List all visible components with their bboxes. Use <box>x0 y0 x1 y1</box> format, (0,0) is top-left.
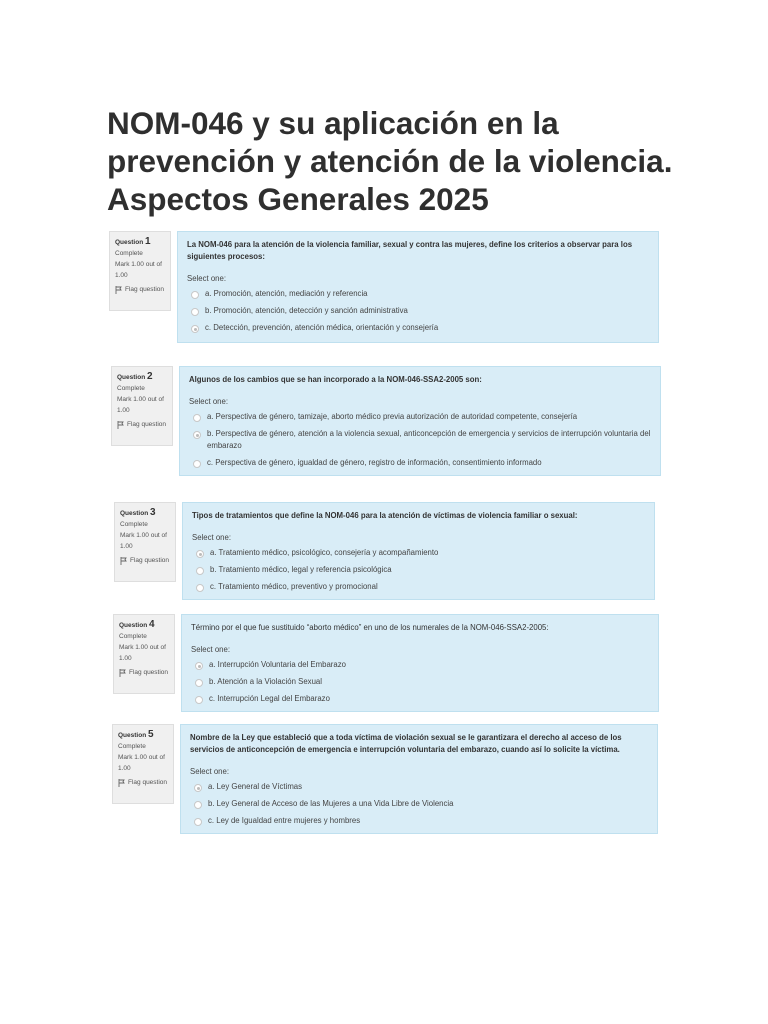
radio-button[interactable] <box>194 801 202 809</box>
question-content <box>179 366 661 476</box>
question-number: Question 2 <box>117 371 153 382</box>
radio-button[interactable] <box>191 291 199 299</box>
select-one-prompt: Select one: <box>192 533 232 542</box>
question-content <box>180 724 658 834</box>
answer-option[interactable]: c. Tratamiento médico, preventivo y promocional <box>192 581 646 593</box>
answer-option[interactable]: b. Perspectiva de género, atención a la violencia sexual, anticoncepción de emergencia y servicios de interrupción voluntaria del embarazo <box>189 428 652 452</box>
answer-option[interactable]: c. Perspectiva de género, igualdad de género, registro de información, consentimiento informado <box>189 457 652 469</box>
flag-question-button[interactable]: Flag question <box>118 777 173 788</box>
flag-icon <box>117 421 124 429</box>
question-text: Nombre de la Ley que estableció que a toda víctima de violación sexual se le garantizara el derecho al acceso de los servicios de anticoncepción de emergencia e interrupción voluntaria del embarazo, cuando así lo solicite la víctima. <box>190 733 622 754</box>
flag-question-button[interactable]: Flag question <box>117 419 172 430</box>
radio-button[interactable] <box>193 414 201 422</box>
question-text: La NOM-046 para la atención de la violencia familiar, sexual y contra las mujeres, define los criterios a observar para los siguientes procesos: <box>187 240 633 261</box>
select-one-prompt: Select one: <box>187 274 227 283</box>
flag-question-button[interactable]: Flag question <box>120 555 175 566</box>
question-mark: Mark 1.00 out of 1.00 <box>115 261 162 279</box>
question-content <box>182 502 655 600</box>
flag-icon <box>118 779 125 787</box>
question-text: Término por el que fue sustituido “aborto médico” en uno de los numerales de la NOM-046-SSA2-2005: <box>191 623 549 632</box>
question-4 <box>113 614 659 712</box>
question-2 <box>111 366 661 476</box>
radio-button-selected[interactable] <box>194 784 202 792</box>
question-mark: Mark 1.00 out of 1.00 <box>120 532 167 550</box>
answer-option[interactable]: c. Ley de Igualdad entre mujeres y hombres <box>190 815 649 827</box>
select-one-prompt: Select one: <box>190 767 230 776</box>
answer-option[interactable]: a. Promoción, atención, mediación y referencia <box>187 288 650 300</box>
answer-option[interactable]: c. Detección, prevención, atención médica, orientación y consejería <box>187 322 650 334</box>
radio-button[interactable] <box>194 818 202 826</box>
radio-button[interactable] <box>195 679 203 687</box>
question-content <box>177 231 659 343</box>
question-mark: Mark 1.00 out of 1.00 <box>117 396 164 414</box>
question-info <box>112 724 174 804</box>
answer-option[interactable]: a. Tratamiento médico, psicológico, consejería y acompañamiento <box>192 547 646 559</box>
question-mark: Mark 1.00 out of 1.00 <box>118 754 165 772</box>
select-one-prompt: Select one: <box>191 645 231 654</box>
question-info <box>111 366 173 446</box>
question-status: Complete <box>118 743 146 750</box>
flag-question-button[interactable]: Flag question <box>115 284 170 295</box>
answer-option[interactable]: a. Interrupción Voluntaria del Embarazo <box>191 659 650 671</box>
radio-button-selected[interactable] <box>193 431 201 439</box>
flag-icon <box>119 669 126 677</box>
answer-option[interactable]: c. Interrupción Legal del Embarazo <box>191 693 650 705</box>
question-info <box>109 231 171 311</box>
question-status: Complete <box>117 385 145 392</box>
answer-option[interactable]: b. Promoción, atención, detección y sanción administrativa <box>187 305 650 317</box>
question-5 <box>112 724 658 834</box>
radio-button-selected[interactable] <box>191 325 199 333</box>
answer-option[interactable]: a. Perspectiva de género, tamizaje, aborto médico previa autorización de autoridad competente, consejería <box>189 411 652 423</box>
question-info <box>114 502 176 582</box>
answer-option[interactable]: b. Tratamiento médico, legal y referencia psicológica <box>192 564 646 576</box>
radio-button-selected[interactable] <box>196 550 204 558</box>
radio-button[interactable] <box>195 696 203 704</box>
question-number: Question 4 <box>119 619 155 630</box>
question-status: Complete <box>120 521 148 528</box>
flag-icon <box>120 557 127 565</box>
select-one-prompt: Select one: <box>189 397 229 406</box>
question-info <box>113 614 175 694</box>
question-number: Question 5 <box>118 729 154 740</box>
question-mark: Mark 1.00 out of 1.00 <box>119 644 166 662</box>
question-text: Algunos de los cambios que se han incorporado a la NOM-046-SSA2-2005 son: <box>189 375 482 384</box>
answer-option[interactable]: b. Ley General de Acceso de las Mujeres a una Vida Libre de Violencia <box>190 798 649 810</box>
radio-button-selected[interactable] <box>195 662 203 670</box>
question-3 <box>114 502 655 600</box>
radio-button[interactable] <box>193 460 201 468</box>
question-status: Complete <box>119 633 147 640</box>
question-text: Tipos de tratamientos que define la NOM-046 para la atención de víctimas de violencia familiar o sexual: <box>192 511 578 520</box>
question-content <box>181 614 659 712</box>
question-number: Question 3 <box>120 507 156 518</box>
question-number: Question 1 <box>115 236 151 247</box>
flag-question-button[interactable]: Flag question <box>119 667 174 678</box>
radio-button[interactable] <box>196 567 204 575</box>
answer-option[interactable]: b. Atención a la Violación Sexual <box>191 676 650 688</box>
radio-button[interactable] <box>191 308 199 316</box>
answer-option[interactable]: a. Ley General de Víctimas <box>190 781 649 793</box>
page-title: NOM-046 y su aplicación en la prevención y atención de la violencia. Aspectos Generales 2025 <box>107 105 673 217</box>
question-1 <box>109 231 659 343</box>
flag-icon <box>115 286 122 294</box>
radio-button[interactable] <box>196 584 204 592</box>
question-status: Complete <box>115 250 143 257</box>
